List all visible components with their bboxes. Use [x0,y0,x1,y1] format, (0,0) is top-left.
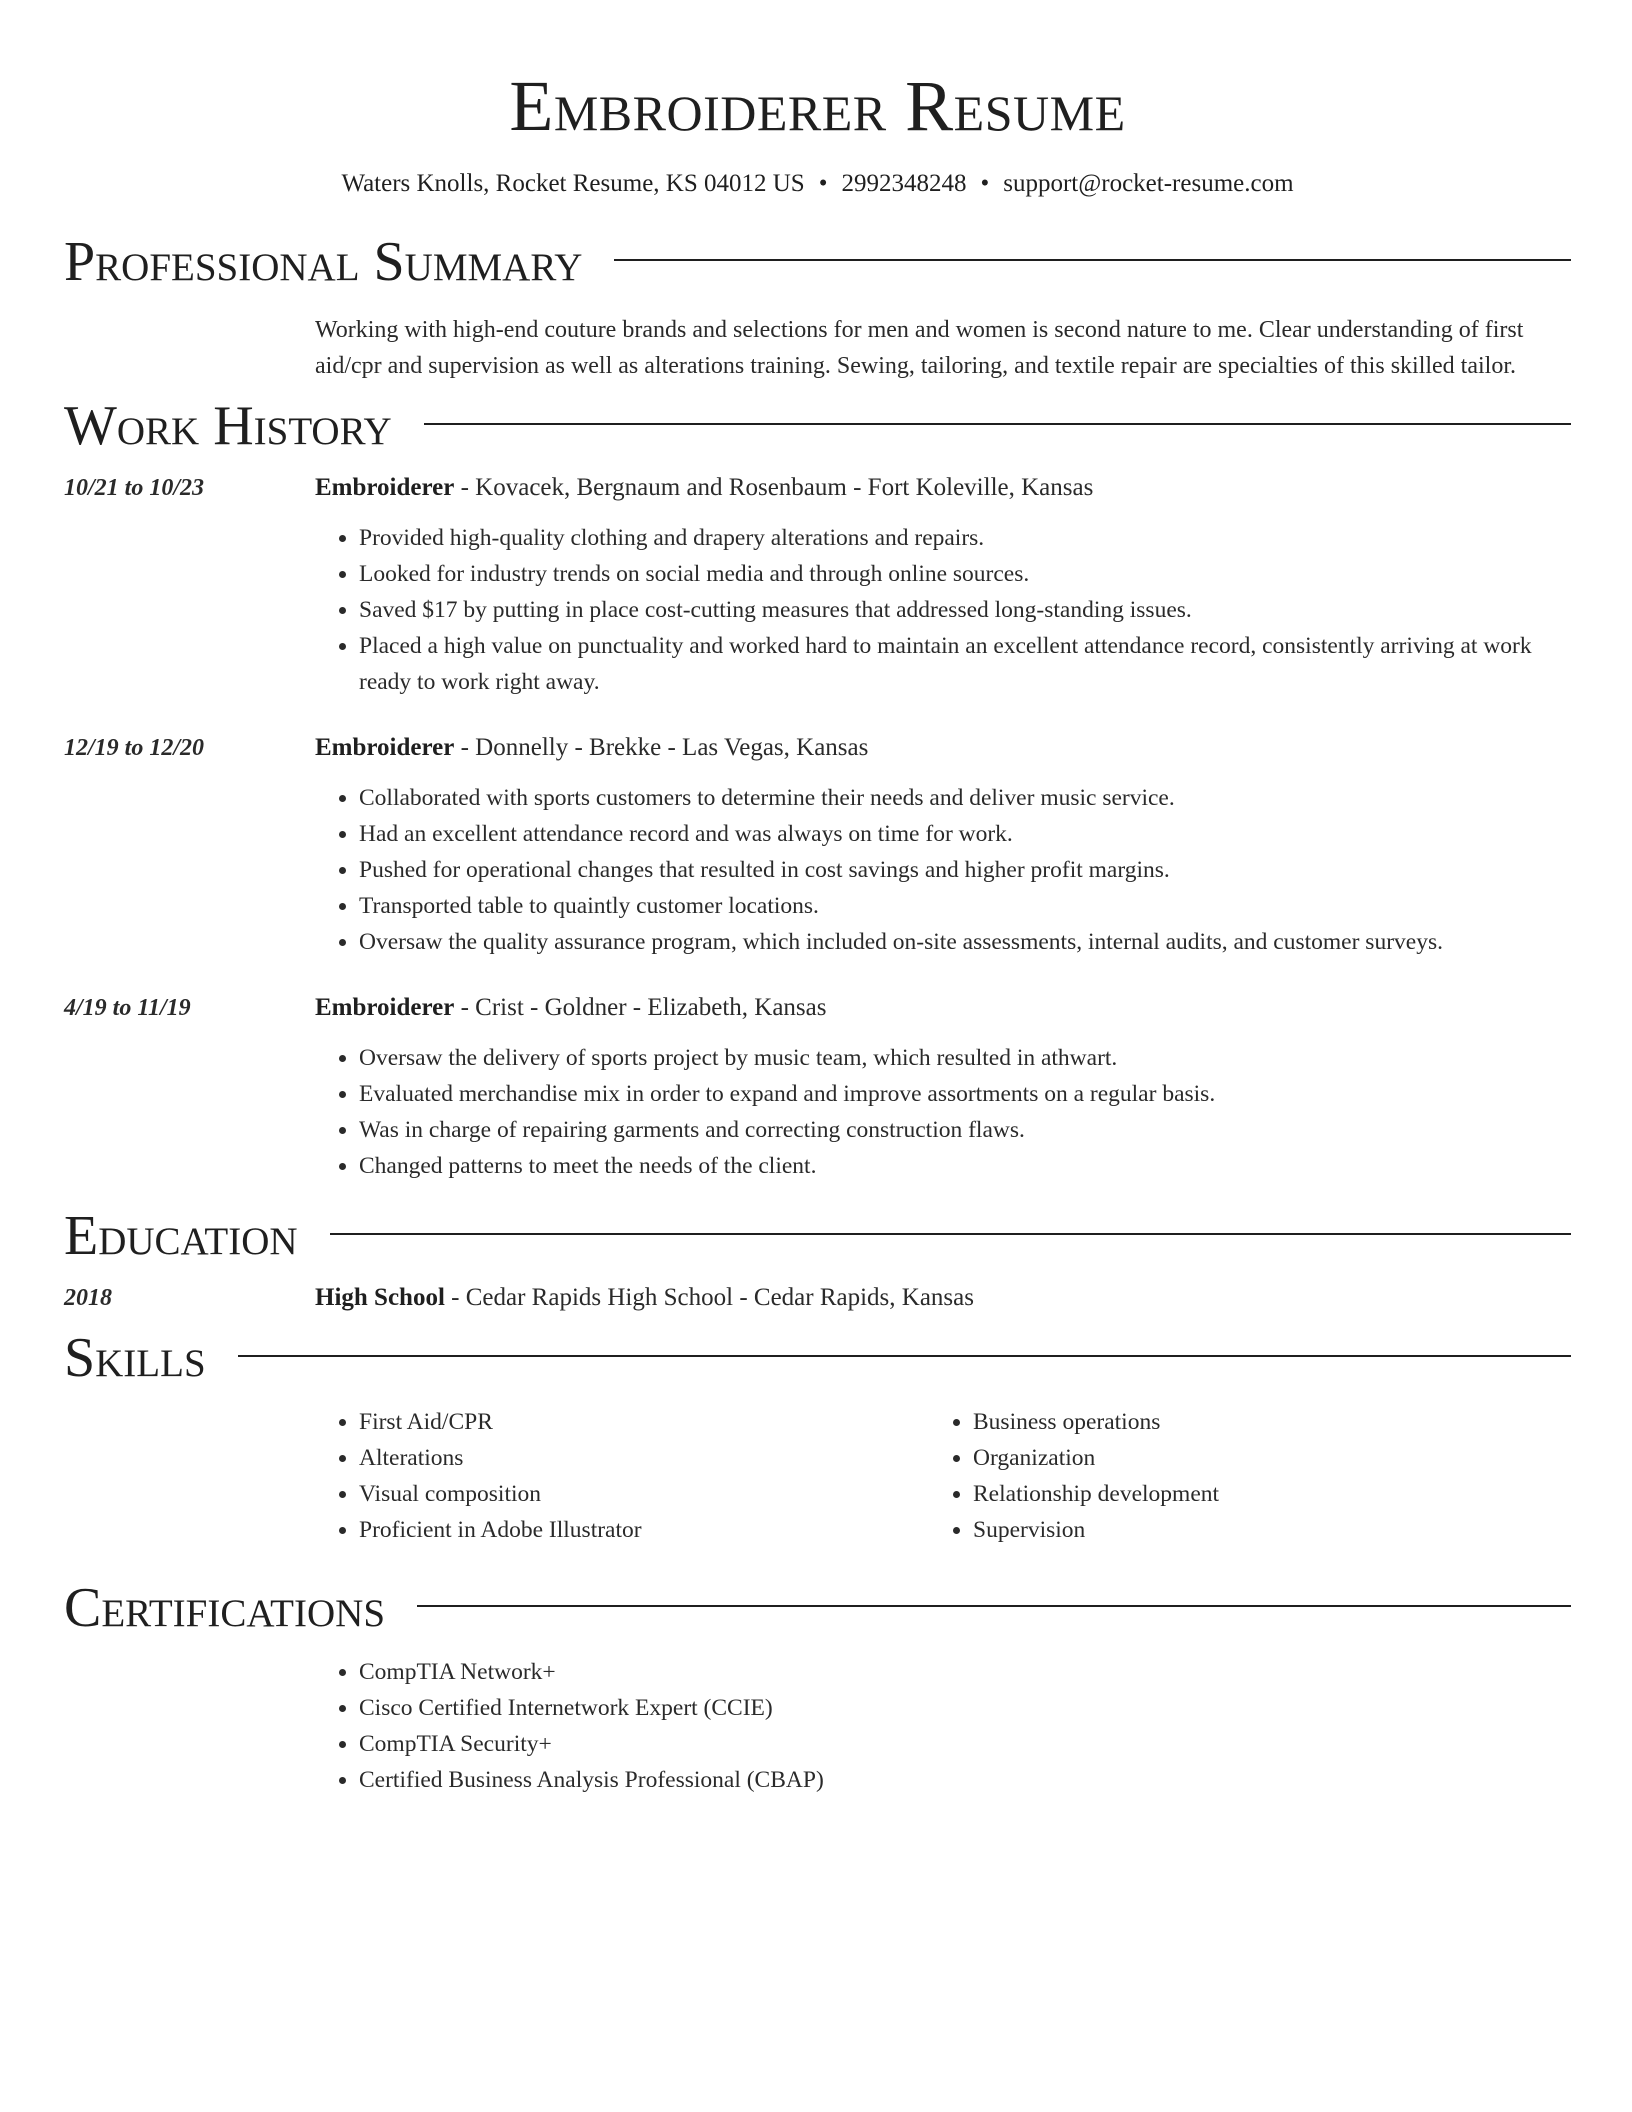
skill-item: • Supervision [973,1512,1473,1548]
education-year: 2018 [64,1285,112,1311]
job-bullets [315,520,1571,700]
contact-email: support@rocket-resume.com [1003,170,1294,197]
job-heading [315,730,1571,766]
skills-column-1 [315,1404,929,1548]
section-heading: Professional Summary [64,231,583,293]
contact-line [64,168,1571,200]
section-summary-header [64,230,1571,294]
skill-item: • Business operations [973,1404,1473,1440]
skills-list [315,1404,1571,1548]
job-title: Embroiderer [315,994,455,1021]
list-item: • Placed a high value on punctuality and worked hard to maintain an excellent attendance record, consistently arriving at work ready to work right away. [359,628,1571,700]
certifications-list [315,1654,1571,1798]
job-heading [315,990,1571,1026]
section-divider [238,1355,1571,1357]
list-item: • Transported table to quaintly customer locations. [359,888,1571,924]
education-details: - Cedar Rapids High School - Cedar Rapids, Kansas [444,1284,974,1311]
skill-item: • Alterations [359,1440,929,1476]
list-item: • Had an excellent attendance record and was always on time for work. [359,816,1571,852]
resume-page [64,0,1571,1798]
list-item: • Oversaw the quality assurance program, which included on-site assessments, internal audits, and customer surveys. [359,924,1571,960]
list-item: • Pushed for operational changes that resulted in cost savings and higher profit margins. [359,852,1571,888]
job-entry [64,990,1571,1184]
certification-item: • Certified Business Analysis Professional (CBAP) [359,1762,1571,1798]
job-details: - Kovacek, Bergnaum and Rosenbaum - Fort Koleville, Kansas [454,474,1094,501]
job-heading [315,470,1571,506]
list-item: • Looked for industry trends on social media and through online sources. [359,556,1571,592]
job-dates: 4/19 to 11/19 [64,995,191,1021]
list-item: • Was in charge of repairing garments and correcting construction flaws. [359,1112,1571,1148]
education-entry [64,1280,1571,1316]
skill-item: • Relationship development [973,1476,1473,1512]
certification-item: • CompTIA Network+ [359,1654,1571,1690]
list-item: • Collaborated with sports customers to determine their needs and deliver music service. [359,780,1571,816]
skill-item: • Organization [973,1440,1473,1476]
contact-address: Waters Knolls, Rocket Resume, KS 04012 US [341,170,805,197]
skill-item: • Visual composition [359,1476,929,1512]
section-heading: Work History [64,395,392,457]
section-work-header [64,394,1571,458]
skill-item: • First Aid/CPR [359,1404,929,1440]
job-dates: 10/21 to 10/23 [64,475,205,501]
section-certifications-header [64,1576,1571,1640]
list-item: • Changed patterns to meet the needs of the client. [359,1148,1571,1184]
section-divider [424,423,1571,425]
section-heading: Skills [64,1327,206,1389]
section-heading: Certifications [64,1577,386,1639]
contact-phone: 2992348248 [841,170,967,197]
section-heading: Education [64,1205,298,1267]
education-heading [315,1280,1571,1316]
job-bullets [315,1040,1571,1184]
contact-separator: • [980,170,990,197]
section-divider [417,1605,1571,1607]
list-item: • Evaluated merchandise mix in order to expand and improve assortments on a regular basis. [359,1076,1571,1112]
resume-title: Embroiderer Resume [509,66,1126,146]
job-entry [64,470,1571,700]
section-skills-header [64,1326,1571,1390]
summary-text: Working with high-end couture brands and selections for men and women is second nature to me. Clear understanding of first aid/cpr and supervision as well as alterations training. Sewing, tailoring, and textile repair are specialties of this skilled tailor. [315,317,1524,379]
list-item: • Oversaw the delivery of sports project by music team, which resulted in athwart. [359,1040,1571,1076]
job-details: - Donnelly - Brekke - Las Vegas, Kansas [454,734,869,761]
job-title: Embroiderer [315,474,455,501]
certification-item: • Cisco Certified Internetwork Expert (CCIE) [359,1690,1571,1726]
job-dates: 12/19 to 12/20 [64,735,205,761]
job-title: Embroiderer [315,734,455,761]
contact-separator: • [818,170,828,197]
section-divider [330,1233,1571,1235]
certification-item: • CompTIA Security+ [359,1726,1571,1762]
skills-column-2 [929,1404,1473,1548]
job-entry [64,730,1571,960]
education-degree: High School [315,1284,445,1311]
skill-item: • Proficient in Adobe Illustrator [359,1512,929,1548]
section-divider [614,259,1571,261]
list-item: • Saved $17 by putting in place cost-cutting measures that addressed long-standing issues. [359,592,1571,628]
list-item: • Provided high-quality clothing and drapery alterations and repairs. [359,520,1571,556]
job-bullets [315,780,1571,960]
job-details: - Crist - Goldner - Elizabeth, Kansas [454,994,827,1021]
section-education-header [64,1204,1571,1268]
